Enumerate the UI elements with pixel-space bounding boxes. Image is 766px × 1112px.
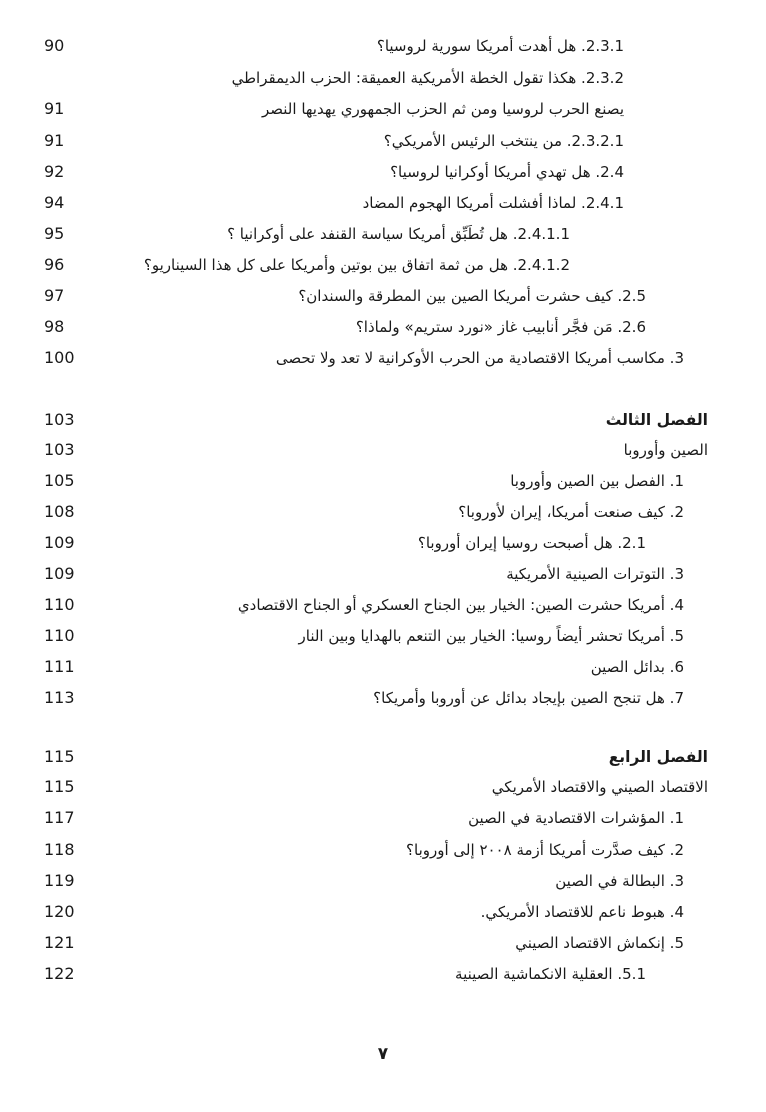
toc-page-number: 115 xyxy=(44,747,75,766)
toc-page-number: 94 xyxy=(44,193,65,212)
toc-page-number: 121 xyxy=(44,933,75,952)
toc-entry xyxy=(0,803,766,833)
chapter-subtitle: الاقتصاد الصيني والاقتصاد الأمريكي xyxy=(491,778,708,796)
chapter-heading xyxy=(0,405,766,435)
toc-entry xyxy=(0,528,766,558)
chapter-subtitle: الصين وأوروبا xyxy=(623,441,708,459)
toc-entry xyxy=(0,219,766,249)
toc-page-number: 110 xyxy=(44,626,75,645)
toc-entry xyxy=(0,497,766,527)
toc-entry-title: 2.3.2.1. من ينتخب الرئيس الأمريكي؟ xyxy=(383,132,624,150)
toc-page-number: 100 xyxy=(44,348,75,367)
toc-entry-title: 3. مكاسب أمريكا الاقتصادية من الحرب الأوكرانية لا تعد ولا تحصى xyxy=(275,349,684,367)
toc-entry xyxy=(0,559,766,589)
toc-entry xyxy=(0,435,766,465)
toc-page-number: 105 xyxy=(44,471,75,490)
toc-page-number: 108 xyxy=(44,502,75,521)
toc-entry-title: 1. الفصل بين الصين وأوروبا xyxy=(510,472,684,490)
toc-page-number: 91 xyxy=(44,99,65,118)
toc-entry xyxy=(0,188,766,218)
toc-entry xyxy=(0,94,766,124)
toc-entry-title: 3. التوترات الصينية الأمريكية xyxy=(506,565,684,583)
toc-page-number: 117 xyxy=(44,808,75,827)
toc-page-number: 122 xyxy=(44,964,75,983)
toc-entry xyxy=(0,250,766,280)
toc-entry xyxy=(0,63,766,93)
toc-entry-title: 2.4. هل تهدي أمريكا أوكرانيا لروسيا؟ xyxy=(390,163,624,181)
toc-entry xyxy=(0,652,766,682)
toc-entry xyxy=(0,866,766,896)
toc-page-number: 95 xyxy=(44,224,65,243)
toc-page-number: 109 xyxy=(44,533,75,552)
toc-page-number: 119 xyxy=(44,871,75,890)
toc-entry-title: 2.4.1.1. هل تُطَبِّق أمريكا سياسة القنفد على أوكرانيا ؟ xyxy=(227,225,570,243)
toc-entry xyxy=(0,683,766,713)
toc-entry-title: 2.4.1.2. هل من ثمة اتفاق بين بوتين وأمريكا على كل هذا السيناريو؟ xyxy=(143,256,570,274)
toc-page-number: 103 xyxy=(44,410,75,429)
toc-entry-title: يصنع الحرب لروسيا ومن ثم الحزب الجمهوري يهديها النصر xyxy=(262,100,624,118)
toc-entry xyxy=(0,897,766,927)
toc-page-number: 111 xyxy=(44,657,75,676)
toc-entry xyxy=(0,621,766,651)
toc-entry-title: 2. كيف صنعت أمريكا، إيران لأوروبا؟ xyxy=(458,503,684,521)
toc-page-number: 115 xyxy=(44,777,75,796)
toc-entry-title: 3. البطالة في الصين xyxy=(555,872,684,890)
toc-page-number: 103 xyxy=(44,440,75,459)
toc-entry-title: 2.3.2. هكذا تقول الخطة الأمريكية العميقة: الحزب الديمقراطي xyxy=(231,69,624,87)
toc-entry-title: 5.1. العقلية الانكماشية الصينية xyxy=(455,965,646,983)
toc-entry-title: 2.4.1. لماذا أفشلت أمريكا الهجوم المضاد xyxy=(362,194,624,212)
toc-page-number: 110 xyxy=(44,595,75,614)
toc-entry-title: 1. المؤشرات الاقتصادية في الصين xyxy=(468,809,684,827)
toc-entry xyxy=(0,157,766,187)
chapter-heading xyxy=(0,742,766,772)
toc-entry xyxy=(0,835,766,865)
toc-entry-title: 2.6. مَن فجَّر أنابيب غاز «نورد ستريم» ولماذا؟ xyxy=(355,318,646,336)
toc-entry xyxy=(0,928,766,958)
page-footer-number: ٧ xyxy=(377,1044,389,1064)
toc-entry xyxy=(0,772,766,802)
toc-entry-title: 2.3.1. هل أهدت أمريكا سورية لروسيا؟ xyxy=(376,37,624,55)
toc-page-number: 97 xyxy=(44,286,65,305)
toc-entry-title: 5. إنكماش الاقتصاد الصيني xyxy=(515,934,684,952)
toc-entry xyxy=(0,31,766,61)
toc-entry xyxy=(0,281,766,311)
chapter-title: الفصل الرابع xyxy=(608,748,708,766)
toc-page-number: 90 xyxy=(44,36,65,55)
toc-entry-title: 2.1. هل أصبحت روسيا إيران أوروبا؟ xyxy=(417,534,646,552)
toc-entry xyxy=(0,126,766,156)
toc-entry-title: 6. بدائل الصين xyxy=(590,658,684,676)
toc-entry-title: 4. هبوط ناعم للاقتصاد الأمريكي. xyxy=(480,903,684,921)
toc-entry-title: 2.5. كيف حشرت أمريكا الصين بين المطرقة والسندان؟ xyxy=(298,287,646,305)
toc-page-number: 96 xyxy=(44,255,65,274)
toc-entry-title: 2. كيف صدَّرت أمريكا أزمة ٢٠٠٨ إلى أوروبا؟ xyxy=(406,841,684,859)
chapter-title: الفصل الثالث xyxy=(605,411,708,429)
toc-page-number: 109 xyxy=(44,564,75,583)
toc-entry xyxy=(0,312,766,342)
toc-page-number: 118 xyxy=(44,840,75,859)
toc-page-number: 98 xyxy=(44,317,65,336)
toc-entry-title: 4. أمريكا حشرت الصين: الخيار بين الجناح العسكري أو الجناح الاقتصادي xyxy=(237,596,684,614)
toc-page-number: 120 xyxy=(44,902,75,921)
toc-entry xyxy=(0,959,766,989)
toc-page-number: 113 xyxy=(44,688,75,707)
toc-entry-title: 5. أمريكا تحشر أيضاً روسيا: الخيار بين التنعم بالهدايا وبين النار xyxy=(298,627,684,645)
toc-entry-title: 7. هل تنجح الصين بإيجاد بدائل عن أوروبا وأمريكا؟ xyxy=(373,689,684,707)
toc-entry xyxy=(0,590,766,620)
toc-entry xyxy=(0,343,766,373)
toc-page-number: 91 xyxy=(44,131,65,150)
toc-entry xyxy=(0,466,766,496)
toc-page-number: 92 xyxy=(44,162,65,181)
